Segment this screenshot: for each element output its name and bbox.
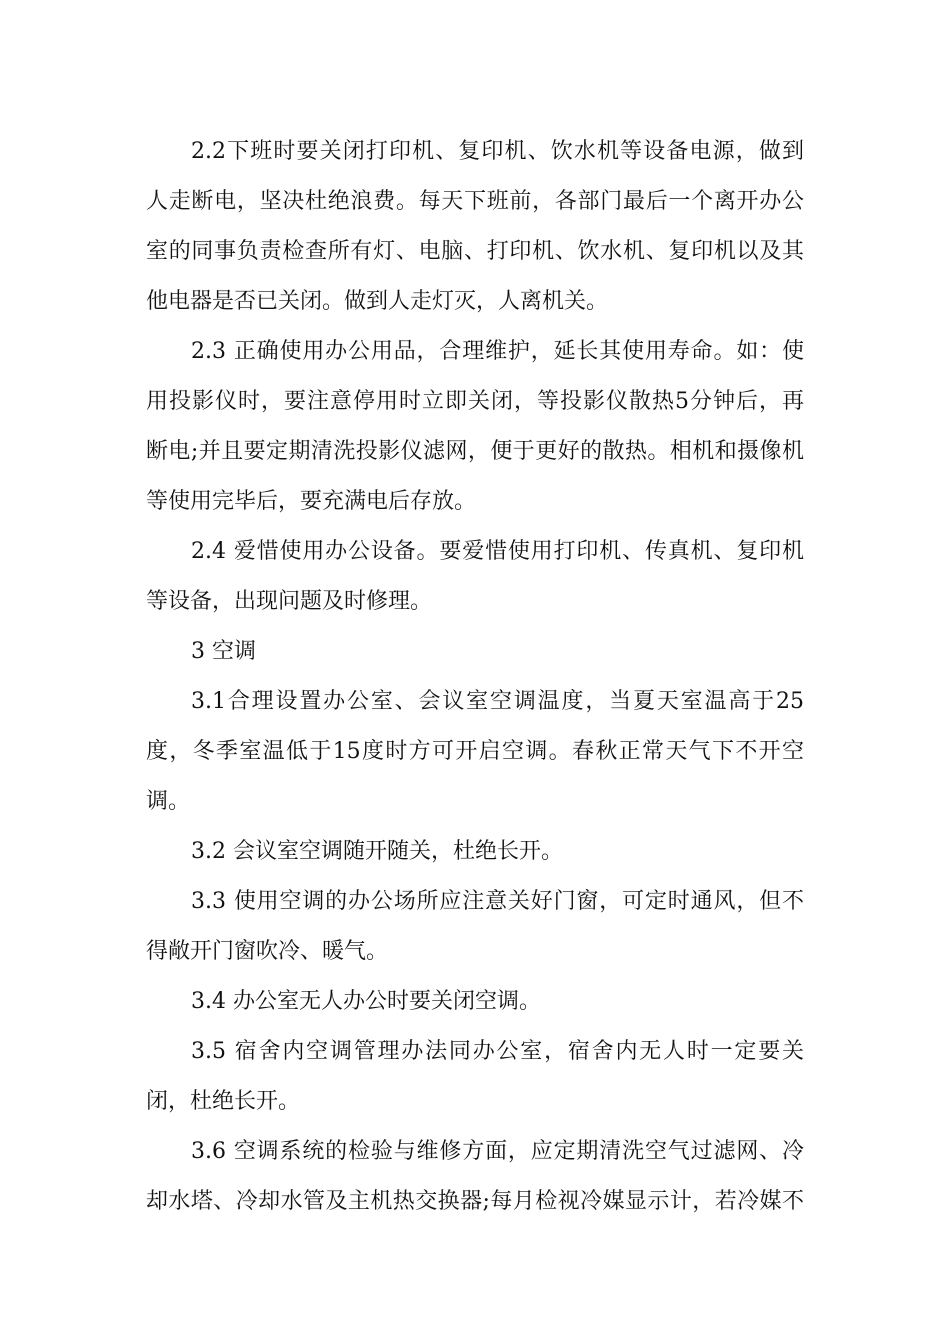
paragraph-3-5-line-1: 3.5 宿舍内空调管理办法同办公室，宿舍内无人时一定要关 — [191, 1039, 804, 1064]
paragraph-3-1-line-3: 调。 — [146, 789, 191, 814]
paragraph-3-1-line-2: 度，冬季室温低于15度时方可开启空调。春秋正常天气下不开空 — [146, 739, 804, 764]
section-3-heading: 3 空调 — [191, 639, 256, 664]
paragraph-2-3-line-3: 断电;并且要定期清洗投影仪滤网，便于更好的散热。相机和摄像机 — [146, 439, 804, 464]
paragraph-3-6-line-1: 3.6 空调系统的检验与维修方面，应定期清洗空气过滤网、冷 — [191, 1139, 804, 1164]
paragraph-3-5-line-2: 闭，杜绝长开。 — [146, 1089, 301, 1114]
paragraph-2-2-line-2: 人走断电，坚决杜绝浪费。每天下班前，各部门最后一个离开办公 — [146, 189, 804, 214]
paragraph-3-6-line-2: 却水塔、冷却水管及主机热交换器;每月检视冷媒显示计，若冷媒不 — [146, 1189, 804, 1214]
paragraph-2-4-line-1: 2.4 爱惜使用办公设备。要爱惜使用打印机、传真机、复印机 — [191, 539, 804, 564]
paragraph-2-3-line-4: 等使用完毕后，要充满电后存放。 — [146, 489, 477, 514]
paragraph-2-4-line-2: 等设备，出现问题及时修理。 — [146, 589, 433, 614]
paragraph-3-3-line-2: 得敞开门窗吹冷、暖气。 — [146, 939, 389, 964]
paragraph-2-2-line-3: 室的同事负责检查所有灯、电脑、打印机、饮水机、复印机以及其 — [146, 239, 804, 264]
paragraph-3-3-line-1: 3.3 使用空调的办公场所应注意关好门窗，可定时通风，但不 — [191, 889, 804, 914]
paragraph-3-1-line-1: 3.1合理设置办公室、会议室空调温度，当夏天室温高于25 — [191, 689, 804, 714]
paragraph-2-3-line-1: 2.3 正确使用办公用品，合理维护，延长其使用寿命。如：使 — [191, 339, 804, 364]
paragraph-3-2-line-1: 3.2 会议室空调随开随关，杜绝长开。 — [191, 839, 563, 864]
paragraph-2-2-line-4: 他电器是否已关闭。做到人走灯灭，人离机关。 — [146, 289, 609, 314]
paragraph-3-4-line-1: 3.4 办公室无人办公时要关闭空调。 — [191, 989, 541, 1014]
paragraph-2-2-line-1: 2.2下班时要关闭打印机、复印机、饮水机等设备电源，做到 — [191, 139, 804, 164]
paragraph-2-3-line-2: 用投影仪时，要注意停用时立即关闭，等投影仪散热5分钟后，再 — [146, 389, 804, 414]
